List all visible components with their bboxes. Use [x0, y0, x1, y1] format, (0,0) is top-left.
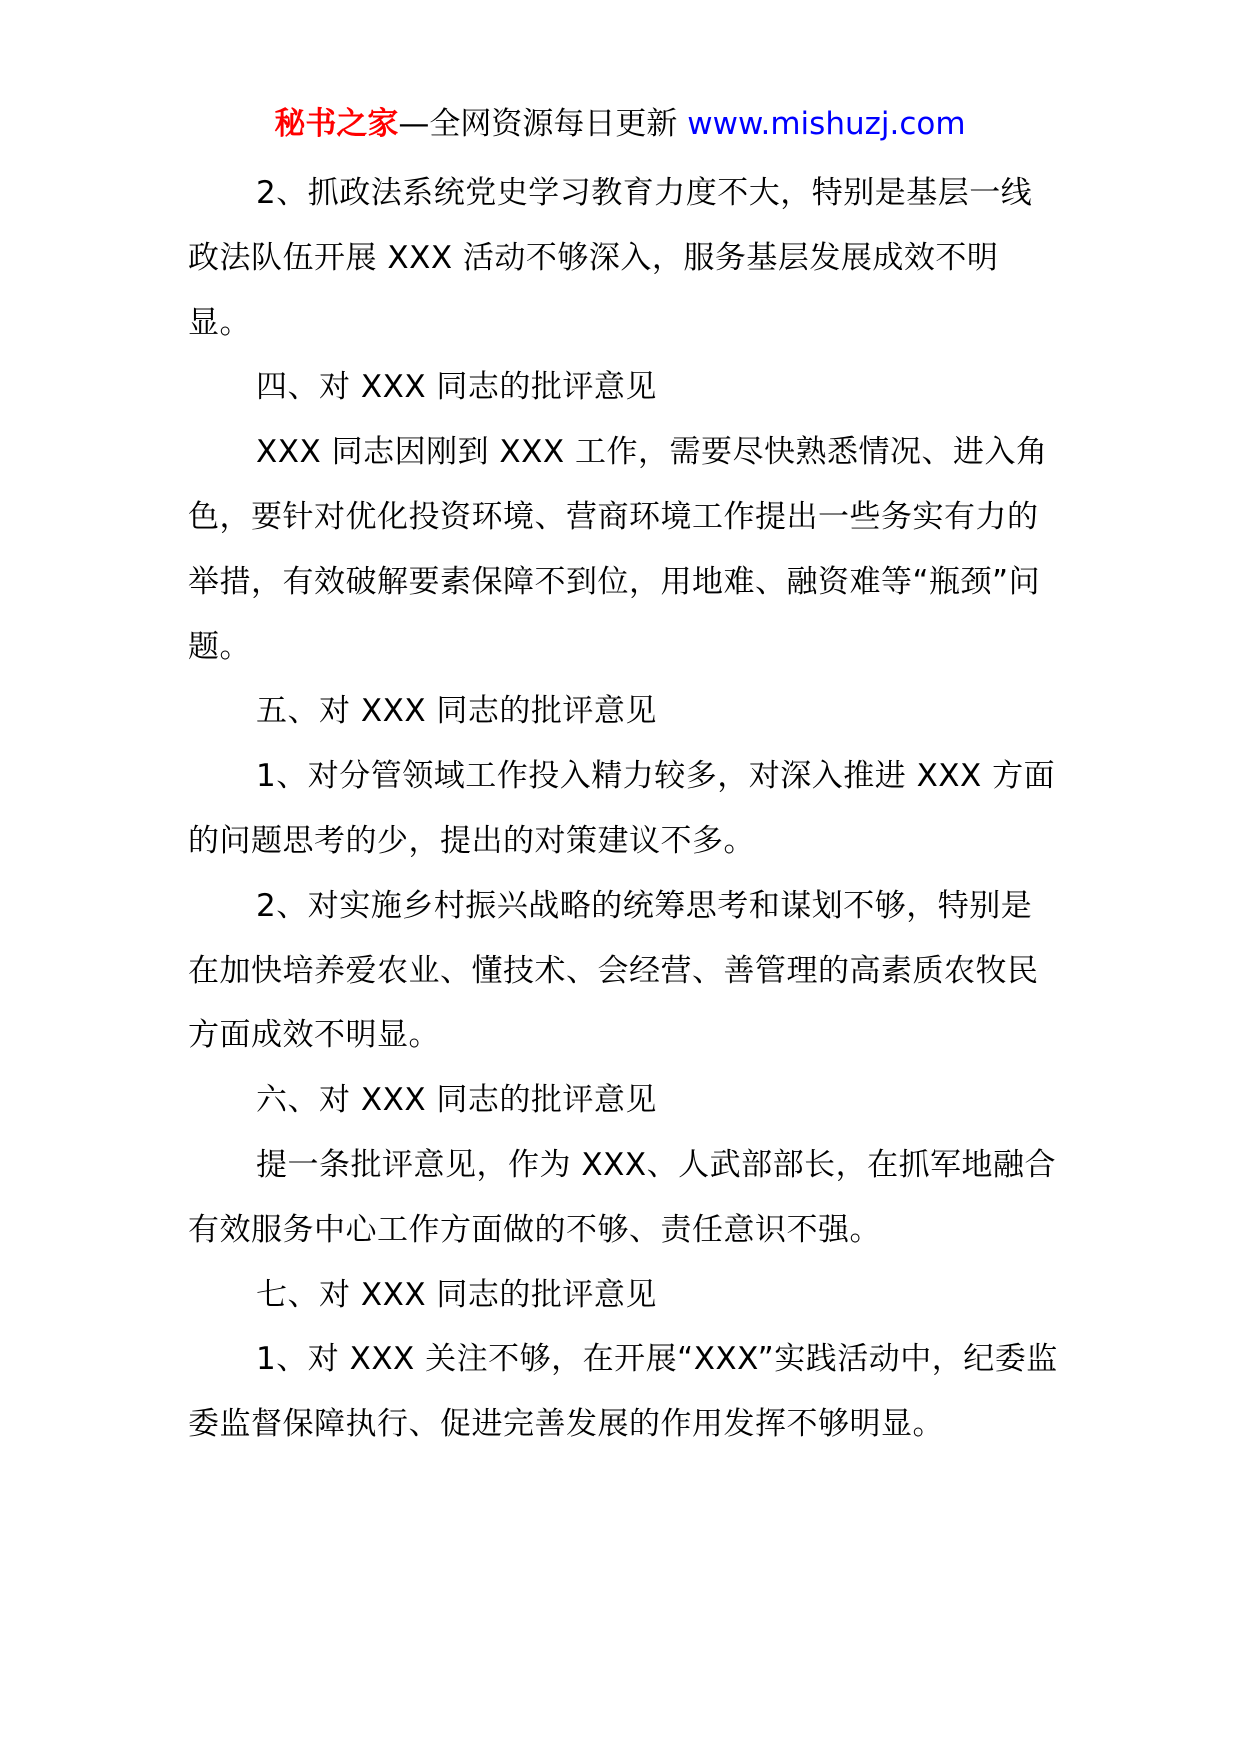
section-heading-7: 七、对 XXX 同志的批评意见 [256, 1276, 657, 1313]
section-heading-5: 五、对 XXX 同志的批评意见 [256, 693, 657, 730]
paragraph-2-rural-revitalization: 2、对实施乡村振兴战略的统筹思考和谋划不够，特别是在加快培养爱农业、懂技术、会经营、善管理的高素质农牧民方面成效不明显。 [188, 887, 1039, 1054]
paragraph-military-civil: 提一条批评意见，作为 XXX、人武部部长，在抓军地融合有效服务中心工作方面做的不够、责任意识不强。 [188, 1146, 1057, 1248]
paragraph-1-supervision: 1、对 XXX 关注不够，在开展“XXX”实践活动中，纪委监委监督保障执行、促进完善发展的作用发挥不够明显。 [188, 1341, 1058, 1443]
page-header [0, 102, 1240, 146]
header-url-link[interactable]: www.mishuzj.com [687, 106, 966, 142]
section-heading-6: 六、对 XXX 同志的批评意见 [256, 1082, 657, 1119]
header-tagline: —全网资源每日更新 [398, 106, 678, 142]
paragraph-1-field-work: 1、对分管领域工作投入精力较多，对深入推进 XXX 方面的问题思考的少，提出的对策建议不多。 [188, 758, 1056, 859]
paragraph-2-law-system: 2、抓政法系统党史学习教育力度不大，特别是基层一线政法队伍开展 XXX 活动不够深入，服务基层发展成效不明显。 [188, 175, 1033, 341]
document-body [188, 161, 1058, 1457]
paragraph-investment-environment: XXX 同志因刚到 XXX 工作，需要尽快熟悉情况、进入角色，要针对优化投资环境、营商环境工作提出一些务实有力的举措，有效破解要素保障不到位，用地难、融资难等“瓶颈”问题。 [188, 434, 1048, 665]
section-heading-4: 四、对 XXX 同志的批评意见 [256, 369, 657, 406]
brand-name: 秘书之家 [274, 106, 399, 142]
